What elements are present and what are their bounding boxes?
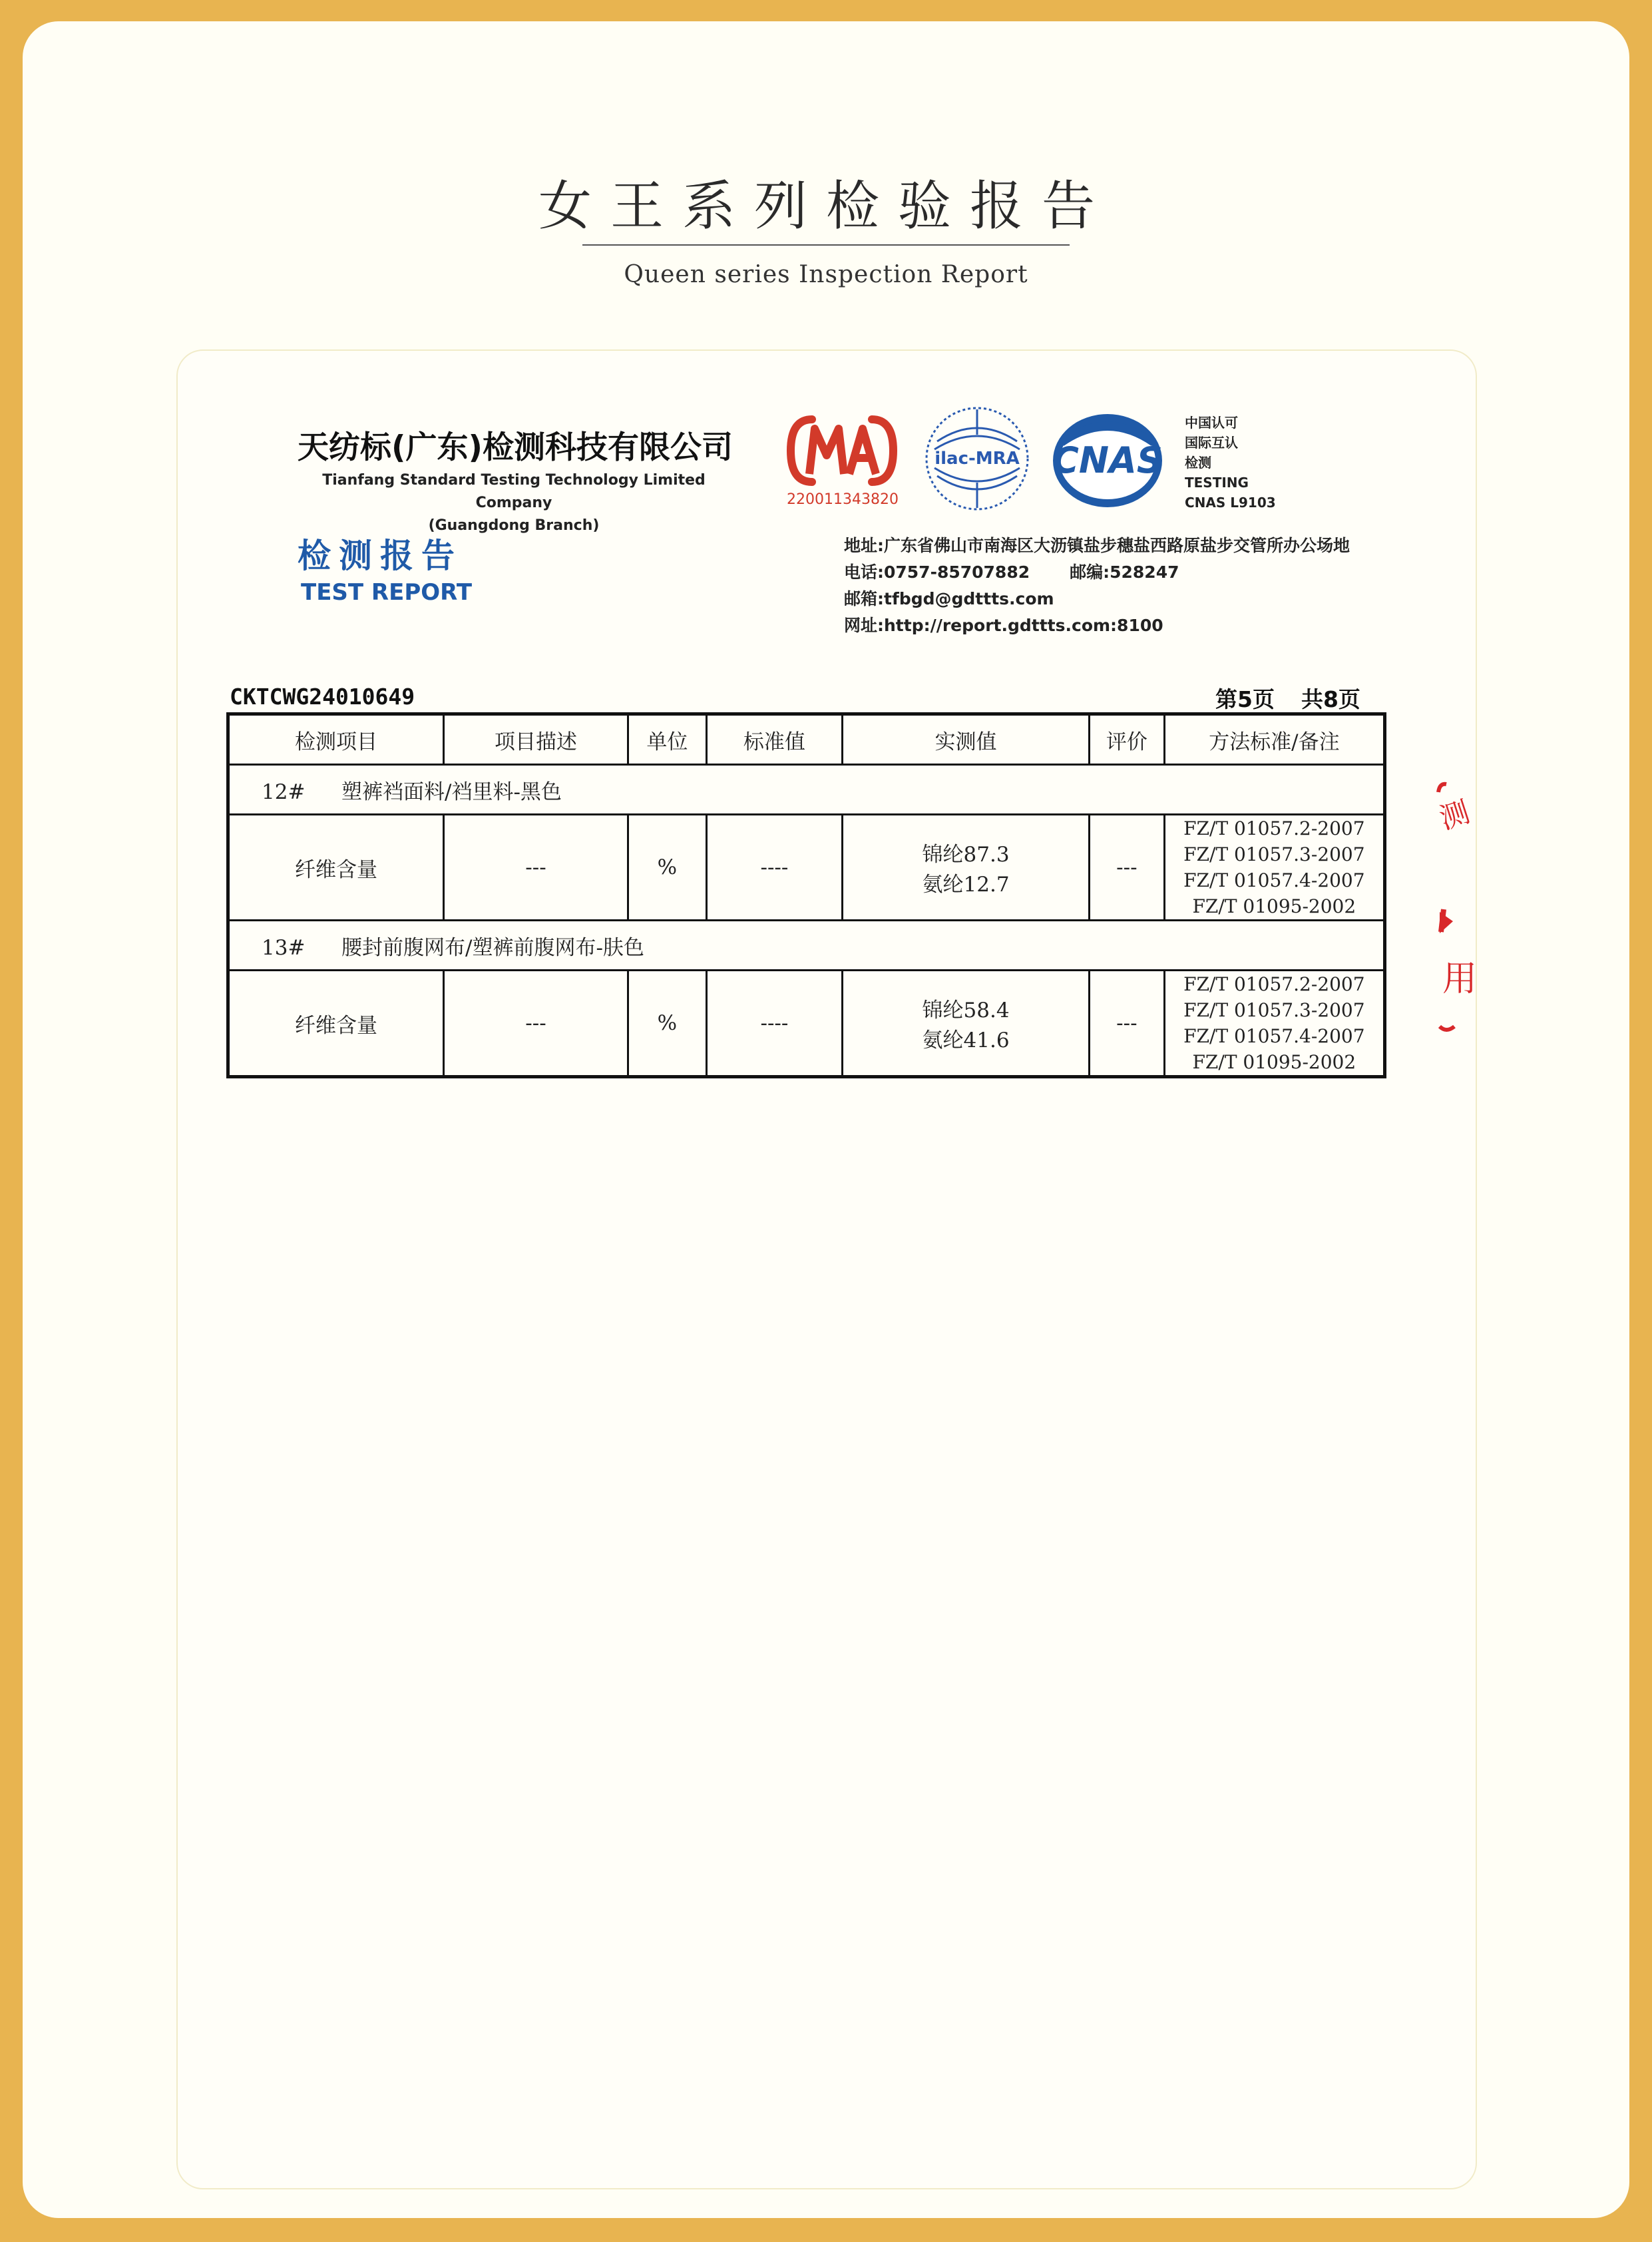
stamp-char: 测 <box>1435 795 1474 837</box>
standard-value: ---- <box>706 971 842 1077</box>
table-row <box>228 971 1385 1077</box>
company-name-cn: 天纺标(广东)检测科技有限公司 <box>298 429 733 466</box>
measured-value: 锦纶58.4 氨纶41.6 <box>843 971 1090 1077</box>
page-total: 共8页 <box>1301 686 1360 712</box>
column-header: 检测项目 <box>228 714 444 765</box>
svg-text:ilac-MRA: ilac-MRA <box>934 449 1020 469</box>
sample-label: 塑裤裆面料/裆里料-黑色 <box>341 780 562 804</box>
test-item: 纤维含量 <box>228 815 444 921</box>
column-header: 单位 <box>628 714 707 765</box>
unit: % <box>628 815 707 921</box>
company-name-en-line1: Tianfang Standard Testing Technology Limited Company <box>322 472 706 511</box>
svg-text:CNAS: CNAS <box>1052 439 1163 481</box>
sample-number: 12# <box>262 780 306 804</box>
report-number: CKTCWG24010649 <box>230 684 415 710</box>
method-standard: FZ/T 01057.2-2007 FZ/T 01057.3-2007 FZ/T 01057.4-2007 FZ/T 01095-2002 <box>1164 971 1384 1077</box>
item-description: --- <box>443 815 628 921</box>
lab-website: 网址:http://report.gdttts.com:8100 <box>844 616 1163 635</box>
lab-email: 邮箱:tfbgd@gdttts.com <box>844 589 1054 608</box>
lab-contact-block <box>844 533 1350 639</box>
cma-number: 220011343820 <box>787 491 899 508</box>
results-table <box>226 712 1386 1078</box>
measured-value: 锦纶87.3 氨纶12.7 <box>843 815 1090 921</box>
evaluation: --- <box>1090 971 1165 1077</box>
lab-phone-row <box>844 559 1350 586</box>
report-label-cn: 检测报告 <box>298 537 463 575</box>
table-header-row <box>228 714 1385 765</box>
page-indicator <box>1215 682 1360 714</box>
inspection-stamp-icon <box>1434 779 1481 1045</box>
cnas-accreditation-text: 中国认可 国际互认 检测 TESTING CNAS L9103 <box>1185 415 1276 511</box>
standard-value: ---- <box>706 815 842 921</box>
cnas-logo-icon <box>1050 411 1165 510</box>
title-divider <box>582 244 1070 246</box>
lab-postcode: 邮编:528247 <box>1070 562 1179 582</box>
sample-number: 13# <box>262 935 306 960</box>
column-header: 评价 <box>1090 714 1165 765</box>
stamp-char: 用 <box>1442 959 1478 999</box>
test-item: 纤维含量 <box>228 971 444 1077</box>
report-label-en: TEST REPORT <box>301 579 473 606</box>
page-number: 第5页 <box>1215 686 1275 712</box>
table-row <box>228 815 1385 921</box>
column-header: 标准值 <box>706 714 842 765</box>
item-description: --- <box>443 971 628 1077</box>
unit: % <box>628 971 707 1077</box>
lab-address: 地址:广东省佛山市南海区大沥镇盐步穗盐西路原盐步交管所办公场地 <box>844 536 1350 555</box>
page-subtitle: Queen series Inspection Report <box>624 261 1028 288</box>
company-name-en-line2: (Guangdong Branch) <box>428 517 600 534</box>
cma-logo-icon <box>785 414 899 487</box>
column-header: 项目描述 <box>443 714 628 765</box>
page-title: 女王系列检验报告 <box>538 175 1114 237</box>
column-header: 方法标准/备注 <box>1164 714 1384 765</box>
method-standard: FZ/T 01057.2-2007 FZ/T 01057.3-2007 FZ/T 01057.4-2007 FZ/T 01095-2002 <box>1164 815 1384 921</box>
sample-label: 腰封前腹网布/塑裤前腹网布-肤色 <box>341 935 644 960</box>
lab-phone: 电话:0757-85707882 <box>844 562 1030 582</box>
column-header: 实测值 <box>843 714 1090 765</box>
evaluation: --- <box>1090 815 1165 921</box>
company-name-en <box>298 469 730 537</box>
sample-group-row <box>228 765 1385 815</box>
ilac-mra-logo-icon <box>924 401 1030 516</box>
sample-group-row <box>228 921 1385 971</box>
